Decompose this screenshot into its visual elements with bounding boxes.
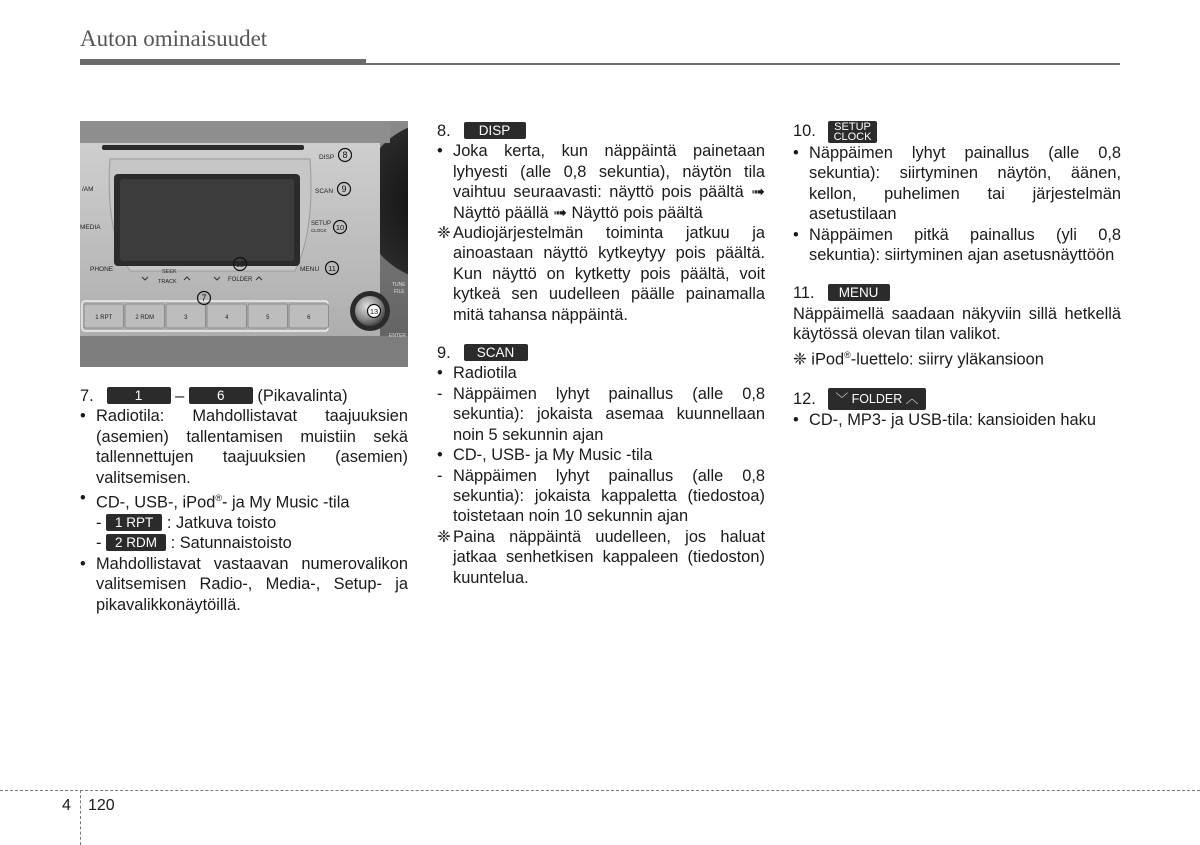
item-9-heading: 9. SCAN <box>437 343 765 363</box>
chevron-up-icon: ︿ <box>905 391 919 406</box>
photo-label-phone: PHONE <box>90 266 114 273</box>
column-3 <box>793 121 1121 430</box>
preset-label-1: 1 RPT <box>95 315 113 321</box>
key-scan: SCAN <box>464 344 528 361</box>
key-preset-1: 1 <box>107 387 171 404</box>
chevron-down-icon: ﹀ <box>835 391 849 406</box>
menu-note: ❈ iPod®-luettelo: siirry yläkansioon <box>793 349 1044 369</box>
preset-label-4: 4 <box>225 315 229 321</box>
callout-number-9: 9 <box>341 184 347 195</box>
callout-number-13: 13 <box>369 307 379 317</box>
scan-radio: • Radiotila <box>437 364 517 383</box>
preset-label-2: 2 RDM <box>135 315 155 321</box>
item-12-heading: 12. ﹀ FOLDER ︿ <box>793 388 1121 410</box>
chapter-number: 4 <box>62 797 71 814</box>
preset-label-6: 6 <box>307 315 311 321</box>
photo-label-media: MEDIA <box>80 224 101 231</box>
rpt-line: - 1 RPT : Jatkuva toisto <box>96 513 277 532</box>
key-preset-6: 6 <box>189 387 253 404</box>
audio-unit-photo <box>80 121 408 367</box>
column-1 <box>80 386 408 615</box>
callout-number-10: 10 <box>335 223 345 233</box>
photo-label-seek: SEEK <box>162 269 177 275</box>
header-rule-thin <box>366 63 1120 65</box>
bullet-menu-select: • Mahdollistavat vastaavan numerovalikon valitsemisen Radio-, Media-, Setup- ja pikavalikkonäytöillä. <box>80 554 408 614</box>
photo-label-menu: MENU <box>300 266 320 273</box>
rdm-line: - 2 RDM : Satunnaistoisto <box>96 534 292 553</box>
header-rule-thick <box>80 59 366 65</box>
bullet-cd-usb: • CD-, USB-, iPod®- ja My Music -tila <box>80 489 350 512</box>
key-setup-clock: SETUP CLOCK <box>828 121 878 143</box>
key-1-rpt: 1 RPT <box>106 514 162 531</box>
column-2 <box>437 121 765 588</box>
disp-bullet: • Joka kerta, kun näppäintä painetaan lyhyesti (alle 0,8 sekuntia), näytön tila vaihtuu seuraavasti: näyttö pois päältä ➟ Näyttö päällä ➟ Näyttö pois päältä <box>437 142 765 222</box>
bullet-radio: • Radiotila: Mahdollistavat taajuuksien (asemien) tallentamisen muistiin sekä tallennettujen taajuuksien (asemien) valitsemisen. <box>80 407 408 487</box>
scan-radio-desc: - Näppäimen lyhyt painallus (alle 0,8 sekuntia): jokaista asemaa kuunnellaan noin 5 sekunnin ajan <box>437 384 765 444</box>
item-8-heading: 8. DISP <box>437 121 765 141</box>
item-10-heading: 10. SETUP CLOCK <box>793 121 1121 143</box>
photo-label-track: TRACK <box>158 279 177 285</box>
photo-label-clock: CLOCK <box>311 228 327 233</box>
footer-rule <box>0 790 1200 791</box>
photo-label-enter: ENTER <box>389 333 406 339</box>
scan-note: ❈ Paina näppäintä uudelleen, jos haluat jatkaa senhetkisen kappaleen (tiedoston) kuuntelua. <box>437 527 765 587</box>
scan-cd: • CD-, USB- ja My Music -tila <box>437 446 653 465</box>
setup-long-press: • Näppäimen pitkä painallus (yli 0,8 sekuntia): siirtyminen ajan asetusnäyttöön <box>793 225 1121 265</box>
callout-number-7: 7 <box>201 293 207 304</box>
callout-number-11: 11 <box>328 264 336 274</box>
setup-short-press: • Näppäimen lyhyt painallus (alle 0,8 sekuntia): siirtyminen näytön, äänen, kellon, puhelimen tai järjestelmän asetustilaan <box>793 144 1121 224</box>
key-2-rdm: 2 RDM <box>106 534 166 551</box>
photo-label-tune: TUNE <box>392 282 406 288</box>
folder-bullet: • CD-, MP3- ja USB-tila: kansioiden haku <box>793 410 1096 429</box>
callout-number-12: 12 <box>235 260 245 270</box>
footer-vertical-rule <box>80 790 81 845</box>
photo-label-fm-am: /AM <box>82 186 94 193</box>
photo-label-file: FILE <box>394 289 405 295</box>
menu-text: Näppäimellä saadaan näkyviin sillä hetkellä käytössä olevan tilan valikot. <box>793 304 1121 344</box>
preset-label-5: 5 <box>266 315 270 321</box>
photo-label-scan: SCAN <box>315 188 334 195</box>
item-11-heading: 11. MENU <box>793 283 1121 303</box>
preset-label-3: 3 <box>184 315 188 321</box>
scan-cd-desc: - Näppäimen lyhyt painallus (alle 0,8 sekuntia): jokaista kappaletta (tiedostoa) toistetaan noin 10 sekunnin ajan <box>437 466 765 526</box>
key-menu: MENU <box>828 284 890 301</box>
item-7-heading <box>80 386 408 406</box>
item-7-title: (Pikavalinta) <box>257 387 348 405</box>
callout-number-8: 8 <box>342 150 348 161</box>
item-7-number: 7. <box>80 387 94 405</box>
photo-label-folder: FOLDER <box>228 277 253 283</box>
disp-note: ❈ Audiojärjestelmän toiminta jatkuu ja ainoastaan näyttö kytkeytyy pois päältä. Kun näyttö on kytketty pois päältä, voit kytkeä sen uudelleen päälle painamalla mitä tahansa näppäintä. <box>437 224 765 324</box>
photo-label-disp: DISP <box>319 154 335 161</box>
header-title: Auton ominaisuudet <box>80 26 268 51</box>
page-number: 120 <box>88 797 115 814</box>
key-folder: ﹀ FOLDER ︿ <box>828 388 927 410</box>
key-disp: DISP <box>464 122 526 139</box>
item-7-dash: – <box>175 387 185 405</box>
photo-label-setup: SETUP <box>311 221 332 227</box>
